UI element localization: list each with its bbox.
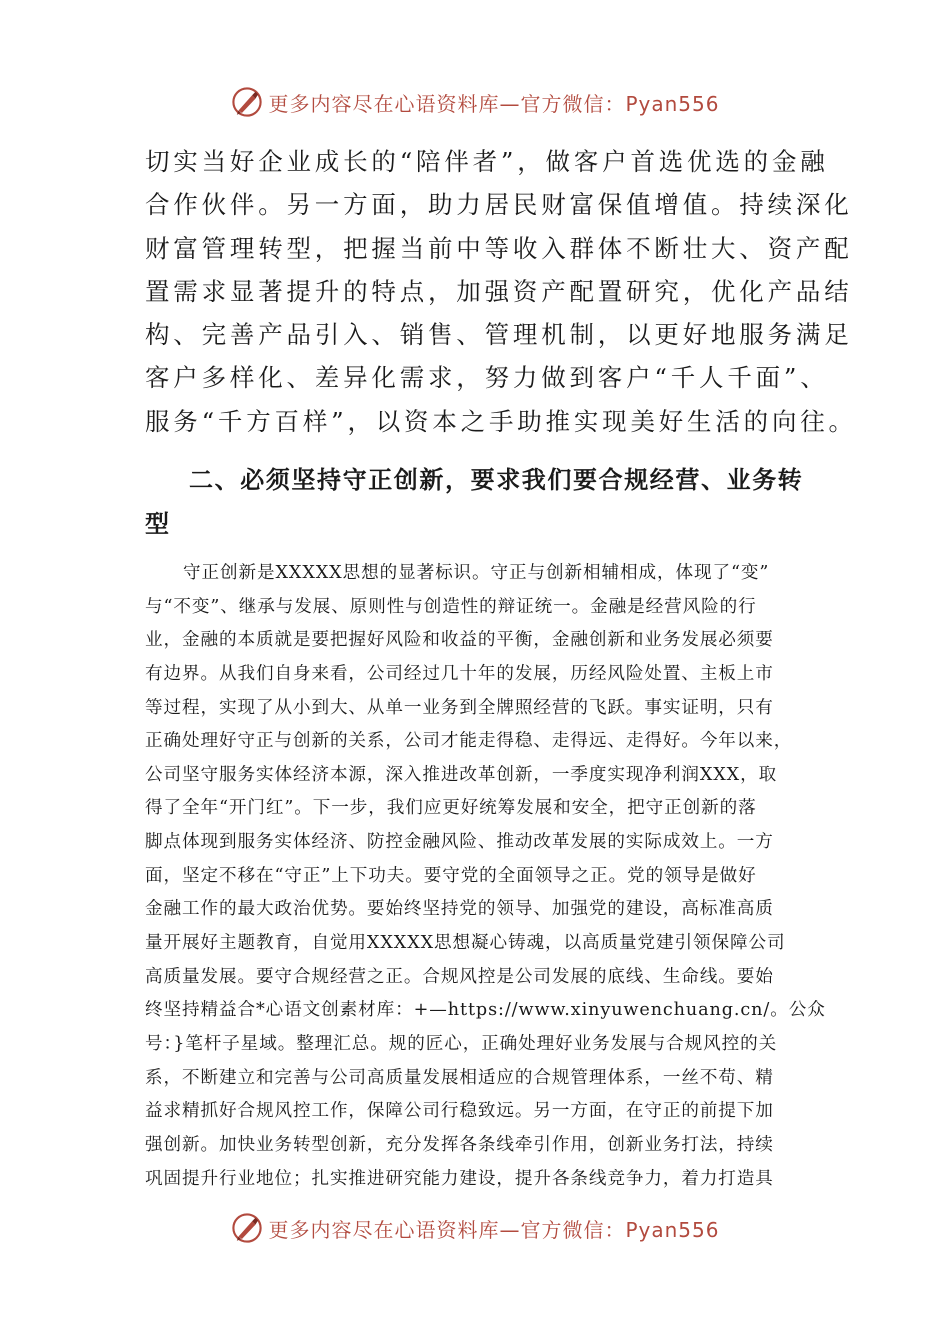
- text-line: 系，不断建立和完善与公司高质量发展相适应的合规管理体系，一丝不苟、精: [145, 1067, 774, 1088]
- banner-text: 更多内容尽在心语资料库—官方微信：Pyan556: [268, 1217, 720, 1242]
- text-line: 号：}笔杆子星域。整理汇总。规的匠心，正确处理好业务发展与合规风控的关: [145, 1033, 778, 1054]
- heading-line: 型: [145, 510, 171, 538]
- paragraph-small: [145, 557, 826, 1196]
- text-line: 置需求显著提升的特点，加强资产配置研究，优化产品结: [145, 276, 853, 306]
- text-line: 益求精抓好合规风控工作，保障公司行稳致远。另一方面，在守正的前提下加: [145, 1101, 774, 1122]
- text-line: 合作伙伴。另一方面，助力居民财富保值增值。持续深化: [145, 190, 853, 220]
- text-line: 业，金融的本质就是要把握好风险和收益的平衡，金融创新和业务发展必须要: [145, 630, 774, 651]
- text-line: 有边界。从我们自身来看，公司经过几十年的发展，历经风险处置、主板上市: [145, 663, 774, 684]
- text-line: 服务“千方百样”，以资本之手助推实现美好生活的向往。: [145, 406, 857, 436]
- text-line: 强创新。加快业务转型创新，充分发挥各条线牵引作用，创新业务打法，持续: [145, 1134, 774, 1155]
- text-line: 与“不变”、继承与发展、原则性与创造性的辩证统一。金融是经营风险的行: [145, 596, 757, 617]
- text-line: 守正创新是XXXXX思想的显著标识。守正与创新相辅相成，体现了“变”: [183, 563, 770, 583]
- pen-logo-icon: [230, 85, 264, 119]
- text-line: 等过程，实现了从小到大、从单一业务到全牌照经营的飞跃。事实证明，只有: [145, 697, 774, 718]
- text-line: 公司坚守服务实体经济本源，深入推进改革创新，一季度实现净利润XXX，取: [145, 764, 778, 785]
- heading-line: 二、必须坚持守正创新，要求我们要合规经营、业务转: [189, 466, 804, 494]
- text-line: 财富管理转型，把握当前中等收入群体不断壮大、资产配: [145, 233, 853, 263]
- footer-banner: [0, 1208, 950, 1248]
- text-line: 脚点体现到服务实体经济、防控金融风险、推动改革发展的实际成效上。一方: [145, 832, 774, 853]
- header-banner: [0, 82, 950, 122]
- text-line: 金融工作的最大政治优势。要始终坚持党的领导、加强党的建设，高标准高质: [145, 899, 774, 920]
- paragraph-large: [145, 140, 857, 443]
- text-line: 巩固提升行业地位；扎实推进研究能力建设，提升各条线竞争力，着力打造具: [145, 1168, 774, 1189]
- text-line: 构、完善产品引入、销售、管理机制，以更好地服务满足: [145, 320, 853, 350]
- text-line: 高质量发展。要守合规经营之正。合规风控是公司发展的底线、生命线。要始: [145, 966, 774, 987]
- text-line: 量开展好主题教育，自觉用XXXXX思想凝心铸魂，以高质量党建引领保障公司: [145, 933, 786, 954]
- text-line: 面，坚定不移在“守正”上下功夫。要守党的全面领导之正。党的领导是做好: [145, 865, 757, 886]
- pen-logo-icon: [230, 1211, 264, 1245]
- text-line: 切实当好企业成长的“陪伴者”，做客户首选优选的金融: [145, 147, 829, 176]
- text-line: 终坚持精益合*心语文创素材库：+—https://www.xinyuwenchuang.cn/。公众: [145, 1000, 826, 1021]
- text-line: 正确处理好守正与创新的关系，公司才能走得稳、走得远、走得好。今年以来，: [145, 731, 793, 752]
- section-heading: [145, 458, 810, 546]
- banner-text: 更多内容尽在心语资料库—官方微信：Pyan556: [268, 91, 720, 116]
- text-line: 客户多样化、差异化需求，努力做到客户“千人千面”、: [145, 363, 829, 393]
- text-line: 得了全年“开门红”。下一步，我们应更好统筹发展和安全，把守正创新的落: [145, 798, 757, 819]
